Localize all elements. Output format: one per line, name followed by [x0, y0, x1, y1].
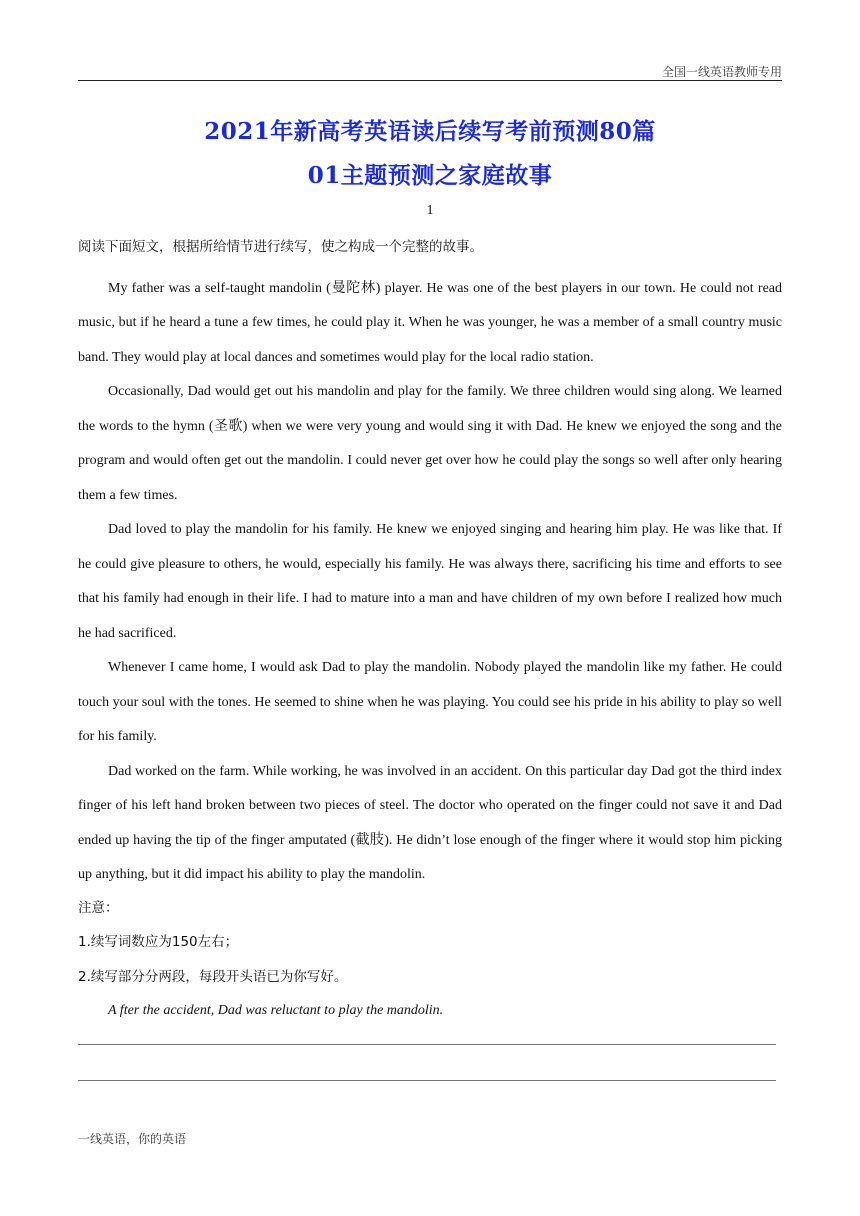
note-item: 2.续写部分分两段，每段开头语已为你写好。: [78, 968, 348, 985]
paragraph: Dad worked on the farm. While working, he was involved in an accident. On this particular day Dad got the third index finger of his left hand broken between two pieces of steel. The doctor who operated on the finger could not save it and Dad ended up having the tip of the finger amputated (截肢). He didn’t lose enough of the finger where it would stop him picking up anything, but it did impact his ability to play the mandolin.: [78, 763, 782, 882]
note-item: 1.续写词数应为150左右；: [78, 934, 239, 950]
document-subtitle: 01主题预测之家庭故事: [307, 162, 553, 189]
header-note: 全国一线英语教师专用: [661, 65, 782, 79]
document-title: 2021年新高考英语读后续写考前预测80篇: [204, 118, 656, 145]
paragraph: My father was a self-taught mandolin (曼陀林) player. He was one of the best players in our town. He could not read music, but if he heard a tune a few times, he could play it. When he was younger, he was a member of a small country music band. They would play at local dances and sometimes would play for the local radio station.: [78, 280, 782, 365]
passage-number: 1: [426, 203, 434, 218]
footer-text: 一线英语，你的英语: [78, 1132, 187, 1146]
notes-label: 注意：: [78, 899, 119, 916]
continuation-prompt: A fter the accident, Dad was reluctant to play the mandolin.: [108, 1003, 444, 1018]
instruction-text: 阅读下面短文，根据所给情节进行续写，使之构成一个完整的故事。: [78, 239, 483, 255]
passage-body: [78, 237, 782, 1081]
writing-line[interactable]: [78, 1045, 776, 1081]
paragraph: Dad loved to play the mandolin for his family. He knew we enjoyed singing and hearing him play. He was like that. If he could give pleasure to others, he would, especially his family. He was always there, sacrificing his time and efforts to see that his family had enough in their life. I had to mature into a man and have children of my own before I realized how much he had sacrificed.: [78, 522, 782, 641]
paragraph: Whenever I came home, I would ask Dad to play the mandolin. Nobody played the mandolin like my father. He could touch your soul with the tones. He seemed to shine when he was playing. You could see his pride in his ability to play so well for his family.: [78, 660, 782, 744]
paragraph: Occasionally, Dad would get out his mandolin and play for the family. We three children would sing along. We learned the words to the hymn (圣歌) when we were very young and would sing it with Dad. He knew we enjoyed the song and the program and would often get out the mandolin. I could never get over how he could play the songs so well after only hearing them a few times.: [78, 384, 782, 503]
header-divider: [78, 80, 782, 81]
